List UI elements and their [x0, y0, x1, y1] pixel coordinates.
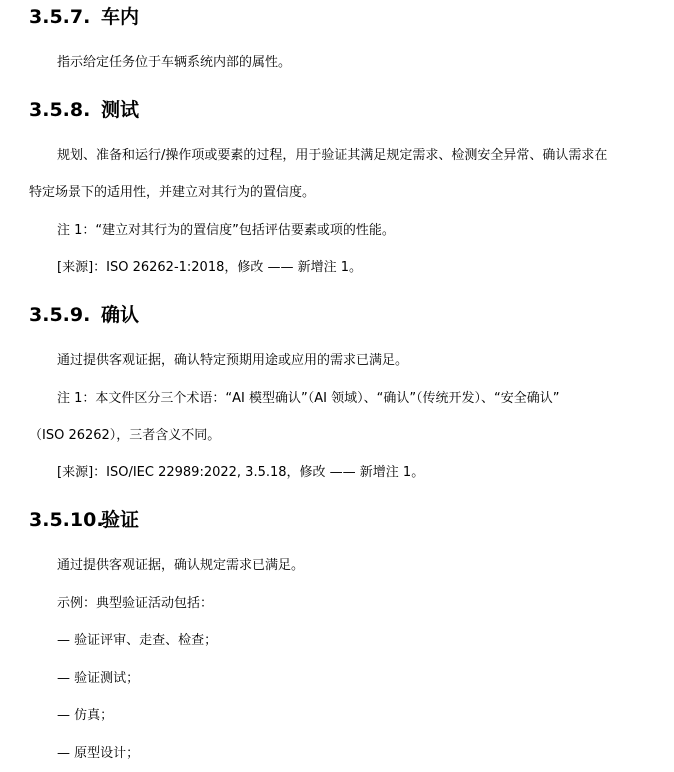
section-number: 3.5.10. [29, 509, 104, 531]
list-item: — 验证测试； [57, 671, 140, 686]
source-text: [来源]：ISO/IEC 22989:2022, 3.5.18，修改 —— 新增注 1。 [57, 465, 425, 480]
section-number: 3.5.9. [29, 304, 91, 326]
example-intro: 示例：典型验证活动包括： [57, 596, 214, 611]
section-number: 3.5.8. [29, 99, 91, 121]
list-item: — 仿真； [57, 708, 114, 723]
section-heading-3-5-8 [29, 98, 139, 122]
section-heading-3-5-9 [29, 303, 139, 327]
list-item: — 验证评审、走查、检查； [57, 633, 218, 648]
note-text: 注 1：“建立对其行为的置信度”包括评估要素或项的性能。 [57, 223, 395, 238]
note-text: 注 1：本文件区分三个术语：“AI 模型确认”（AI 领域）、“确认”（传统开发）、“安全确认” [57, 391, 560, 406]
definition-text: 指示给定任务位于车辆系统内部的属性。 [57, 55, 292, 70]
list-item: — 原型设计； [57, 746, 140, 761]
definition-text: 通过提供客观证据，确认规定需求已满足。 [57, 558, 305, 573]
section-title: 确认 [101, 304, 140, 326]
definition-text-continued: 特定场景下的适用性，并建立对其行为的置信度。 [29, 185, 316, 200]
section-heading-3-5-7 [29, 5, 139, 29]
section-title: 测试 [101, 99, 140, 121]
section-number: 3.5.7. [29, 6, 91, 28]
definition-text: 通过提供客观证据，确认特定预期用途或应用的需求已满足。 [57, 353, 409, 368]
section-heading-3-5-10 [29, 508, 139, 532]
definition-text: 规划、准备和运行/操作项或要素的过程，用于验证其满足规定需求、检测安全异常、确认需求在 [57, 148, 608, 163]
section-title: 验证 [101, 509, 140, 531]
source-text: [来源]：ISO 26262-1:2018，修改 —— 新增注 1。 [57, 260, 363, 275]
note-text-continued: （ISO 26262），三者含义不同。 [29, 428, 221, 443]
section-title: 车内 [101, 6, 140, 28]
